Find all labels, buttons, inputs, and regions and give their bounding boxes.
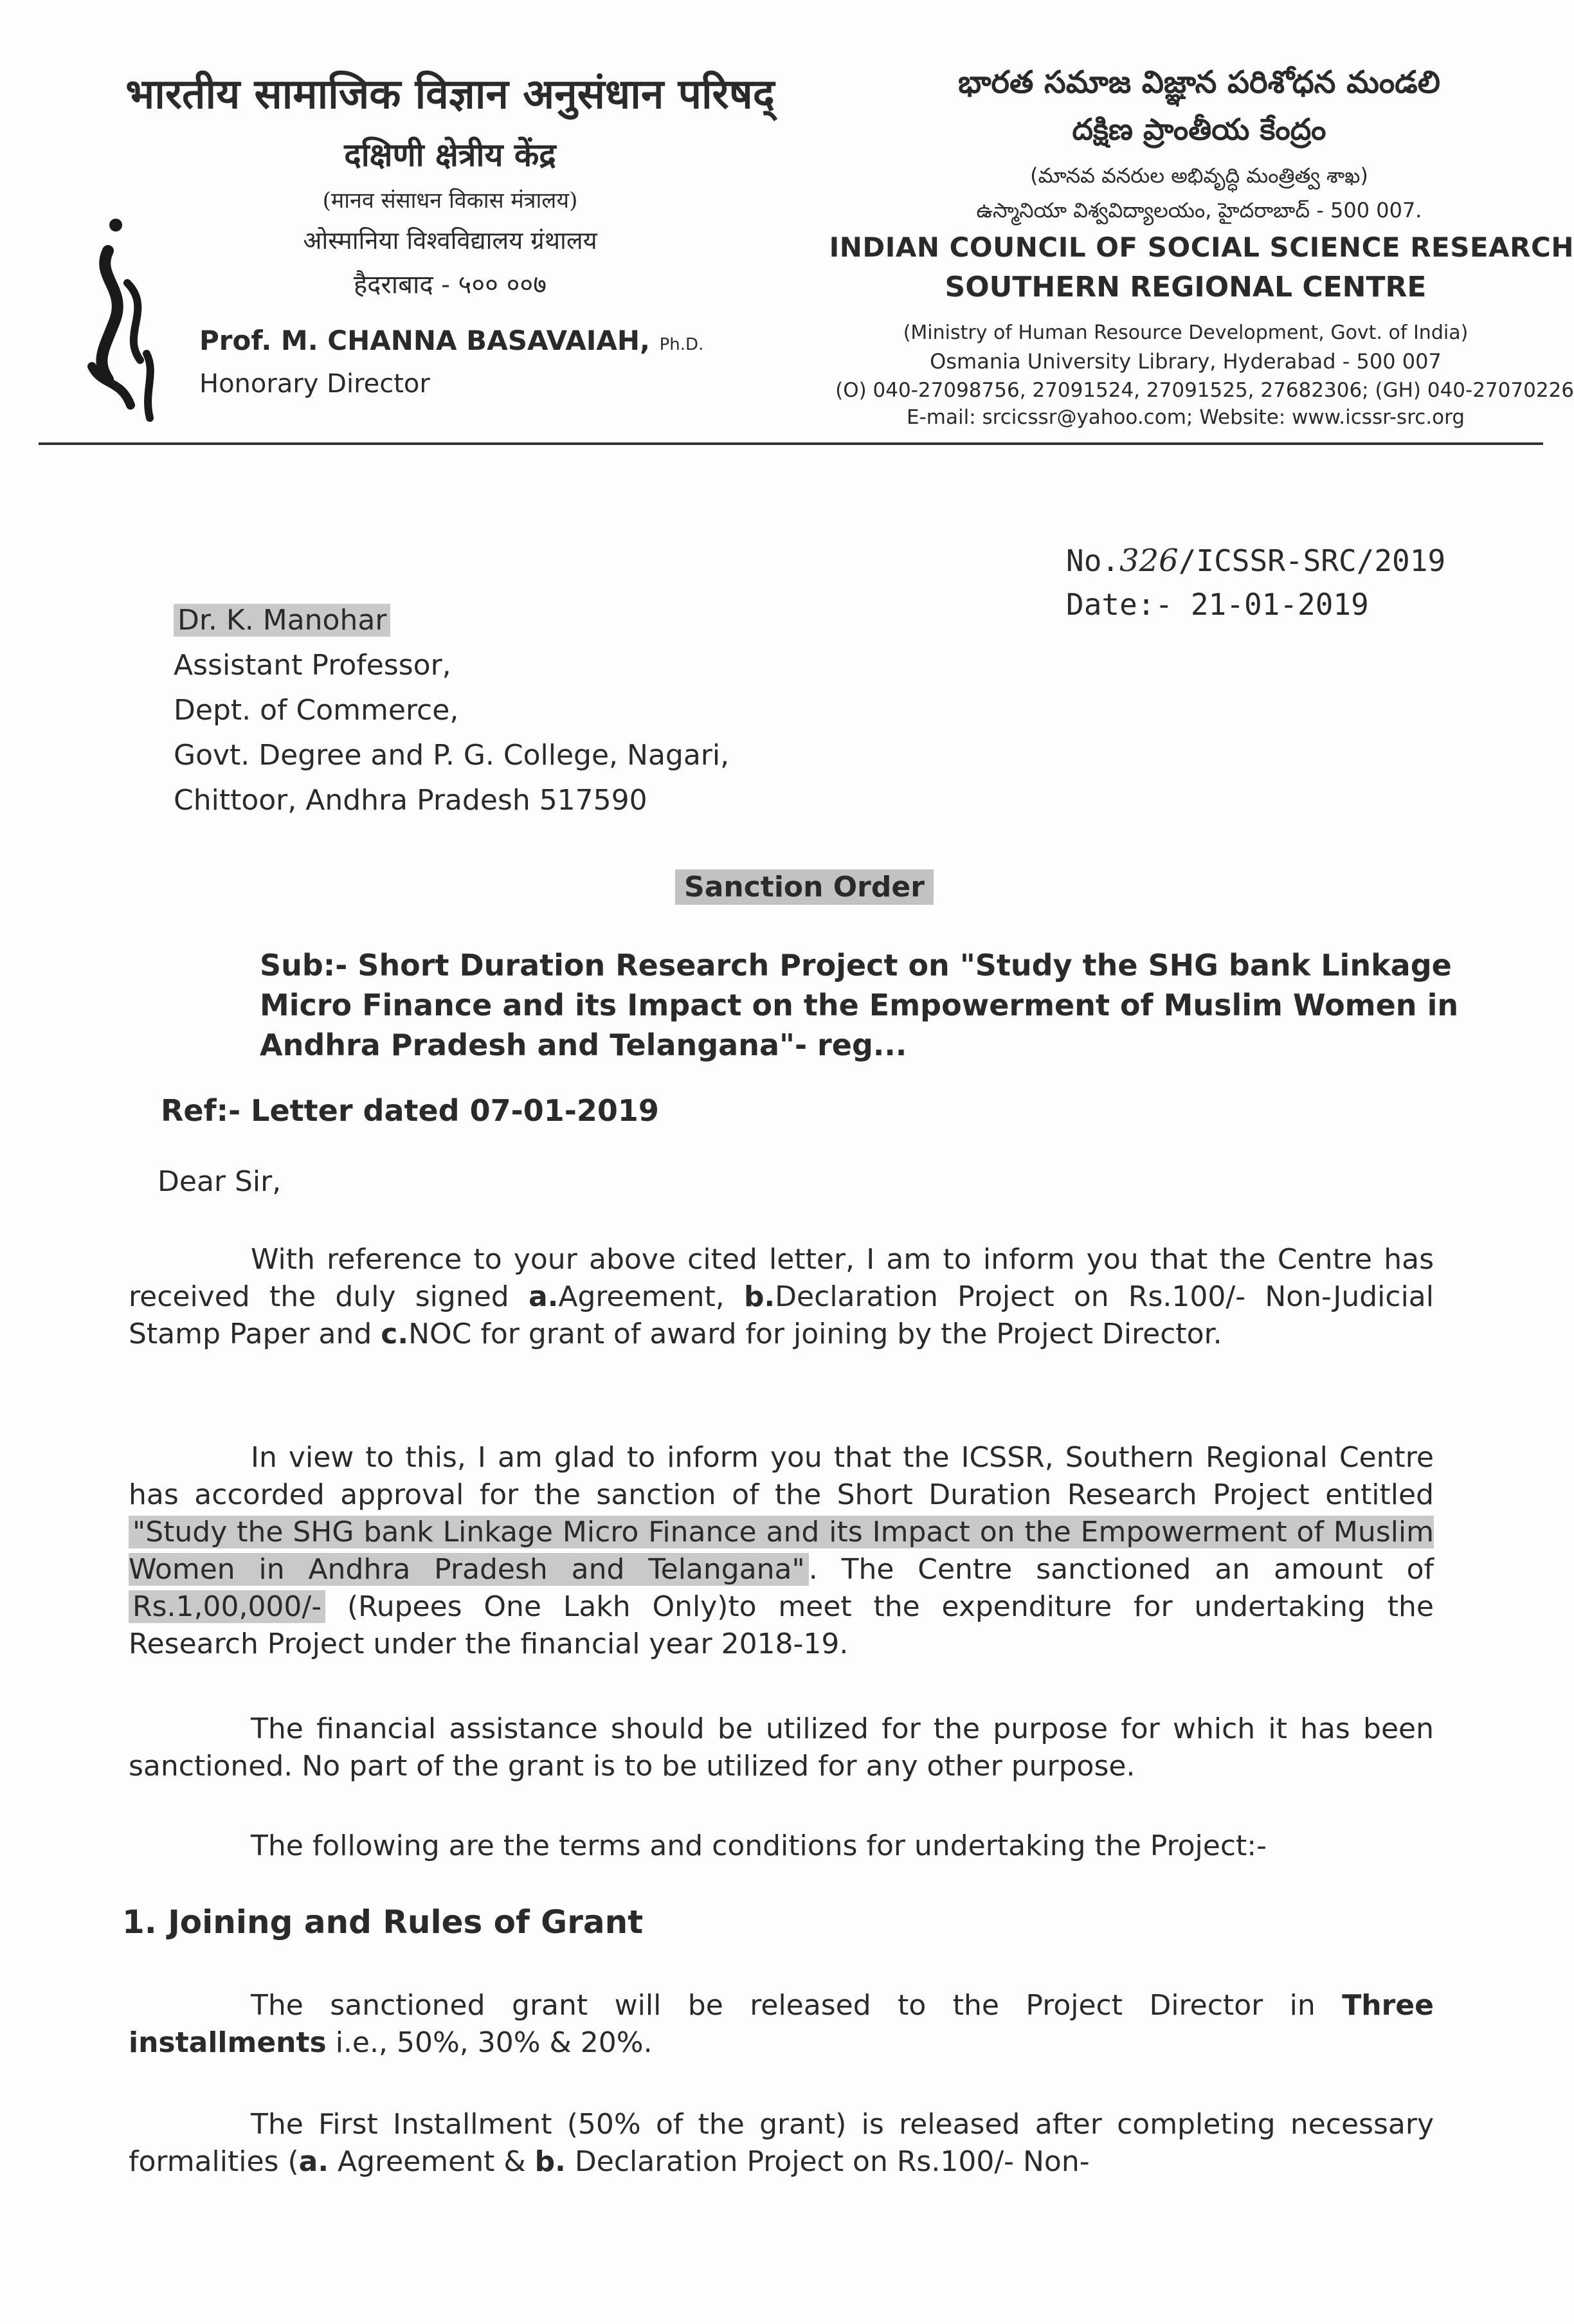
addressee-designation: Assistant Professor, [174,649,451,682]
telugu-org-name: భారత సమాజ విజ్ఞాన పరిశోధన మండలి [958,64,1440,100]
hindi-ministry: (मानव संसाधन विकास मंत्रालय) [322,188,578,213]
hindi-org-name: भारतीय सामाजिक विज्ञान अनुसंधान परिषद् [125,70,775,118]
reference-suffix: /ICSSR-SRC/2019 [1178,543,1446,578]
hindi-address: ओस्मानिया विश्वविद्यालय ग्रंथालय [303,226,597,255]
subject-line: Sub:- Short Duration Research Project on "Study the SHG bank Linkage Micro Finance and its Impact on the Empowerment of Muslim Women in Andhra Pradesh and Telangana"- reg... [260,948,1459,1062]
english-org-name: INDIAN COUNCIL OF SOCIAL SCIENCE RESEARCH [829,231,1574,263]
letterhead-hindi [90,64,810,301]
letter-date: Date:- 21-01-2019 [1066,587,1369,622]
letterhead-telugu [829,64,1569,228]
english-ministry: (Ministry of Human Resource Development, Govt. of India) [903,322,1469,344]
reference-prefix: No. [1066,543,1120,578]
director-block [199,325,703,399]
paragraph-utilization: The financial assistance should be utilized for the purpose for which it has been sanctioned. No part of the grant is to be utilized for any other purpose. [129,1712,1434,1783]
english-address: Osmania University Library, Hyderabad - 500 007 [930,349,1442,374]
paragraph-first-installment: The First Installment (50% of the grant) is released after completing necessary formalities (a. Agreement & b. Declaration Project on Rs.100/- Non- [129,2108,1434,2178]
letterhead-english [797,231,1574,429]
english-phones: (O) 040-27098756, 27091524, 27091525, 27682306; (GH) 040-27070226 [835,379,1574,402]
icssr-logo [82,212,166,424]
addressee-college: Govt. Degree and P. G. College, Nagari, [174,739,730,772]
paragraph-terms-intro: The following are the terms and conditions for undertaking the Project:- [251,1829,1267,1862]
project-title-highlight: "Study the SHG bank Linkage Micro Finance and its Impact on the Empowerment of Muslim Women in Andhra Pradesh and Telangana" [129,1516,1434,1586]
addressee-location: Chittoor, Andhra Pradesh 517590 [174,784,647,817]
telugu-ministry: (మానవ వనరుల అభివృద్ధి మంత్రిత్వ శాఖ) [1030,163,1368,188]
english-centre-name: SOUTHERN REGIONAL CENTRE [945,271,1427,304]
telugu-address: ఉస్మానియా విశ్వవిద్యాలయం, హైదరాబాద్ - 500 007. [976,198,1422,222]
hindi-city: हैदराबाद - ५०० ००७ [353,270,547,300]
sanction-order-heading: Sanction Order [675,869,934,905]
director-title: Honorary Director [199,369,430,399]
director-name-line [199,325,703,356]
reference-line: Ref:- Letter dated 07-01-2019 [161,1093,659,1128]
paragraph-documents-received: With reference to your above cited letter, I am to inform you that the Centre has received the duly signed a.Agreement, b.Declaration Project on Rs.100/- Non-Judicial Stamp Paper and c.NOC for grant of award for joining by the Project Director. [129,1243,1434,1350]
addressee-department: Dept. of Commerce, [174,694,459,727]
section-heading-joining-rules: 1. Joining and Rules of Grant [122,1903,644,1941]
sanctioned-amount: Rs.1,00,000/- [129,1590,325,1623]
reference-block [1066,539,1445,626]
addressee-name: Dr. K. Manohar [174,604,390,637]
director-name: Prof. M. CHANNA BASAVAIAH, [199,325,650,356]
director-degree: Ph.D. [659,335,704,354]
paragraph-approval: In view to this, I am glad to inform you that the ICSSR, Southern Regional Centre has accorded approval for the sanction of the Short Duration Research Project entitled "Study the SHG bank Linkage Micro Finance and its Impact on the Empowerment of Muslim Women in Andhra Pradesh and Telangana" . The Centre sanctioned an amount of Rs.1,00,000/- (Rupees One Lakh Only)to meet the expenditure for undertaking the Research Project under the financial year 2018-19. [129,1441,1434,1660]
salutation: Dear Sir, [158,1165,282,1198]
english-contact: E-mail: srcicssr@yahoo.com; Website: www.icssr-src.org [907,406,1465,429]
letterhead-divider [39,442,1543,445]
paragraph-installments: The sanctioned grant will be released to the Project Director in Three installments i.e., 50%, 30% & 20%. [129,1989,1434,2059]
handwritten-number: 326 [1119,543,1179,579]
hindi-centre-name: दक्षिणी क्षेत्रीय केंद्र [344,136,556,174]
telugu-centre-name: దక్షిణ ప్రాంతీయ కేంద్రం [1072,112,1326,147]
addressee-block [174,598,729,823]
reference-number [1066,539,1445,583]
